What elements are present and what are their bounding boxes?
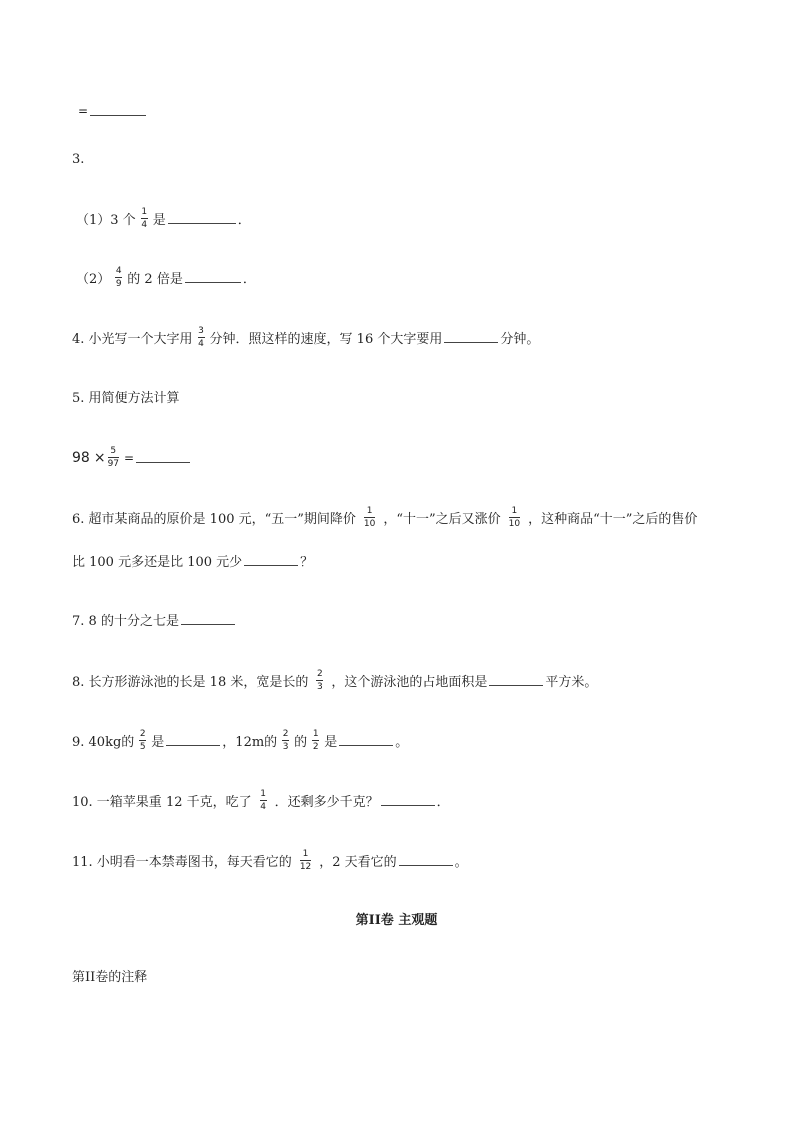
question-10: 10. 一箱苹果重 12 千克，吃了 $\frac{1}{4}$ ．还剩多少千克？ ． xyxy=(72,789,450,812)
fraction: $\frac{1}{10}$ xyxy=(508,506,521,529)
answer-blank[interactable] xyxy=(181,623,235,625)
section-title: 第II卷 主观题 xyxy=(355,913,438,928)
equals-sign: = xyxy=(78,104,89,118)
question-7: 7. 8 的十分之七是 xyxy=(72,610,237,629)
section-note: 第II卷的注释 xyxy=(72,970,148,985)
question-6-line-2: 比 100 元多还是比 100 元少 ？ xyxy=(72,555,314,570)
prev-answer-line xyxy=(78,104,148,118)
answer-blank[interactable] xyxy=(399,864,453,866)
answer-blank[interactable] xyxy=(90,114,146,116)
fraction: $\frac{1}{12}$ xyxy=(299,849,312,872)
question-11: 11. 小明看一本禁毒图书，每天看它的 $\frac{1}{12}$ ，2 天看它的 。 xyxy=(72,849,468,872)
fraction: $\frac{2}{3}$ xyxy=(282,729,289,752)
question-9: 9. 40kg的 $\frac{2}{5}$ 是 ，12m的 $\frac{2}{3}$ 的 $\frac{1}{2}$ 是 。 xyxy=(72,729,409,752)
answer-blank[interactable] xyxy=(168,222,236,224)
question-3-part-2: （2） $\frac{4}{9}$ 的 2 倍是 ． xyxy=(76,266,256,289)
question-8: 8. 长方形游泳池的长是 18 米，宽是长的 $\frac{2}{3}$ ，这个游泳池的占地面积是 平方米。 xyxy=(72,669,598,692)
fraction: $\frac{4}{9}$ xyxy=(115,266,122,289)
fraction: $\frac{1}{4}$ xyxy=(260,789,266,812)
answer-blank[interactable] xyxy=(489,684,543,686)
operand: 98 xyxy=(72,449,90,466)
question-4: 4. 小光写一个大字用 $\frac{3}{4}$ 分钟．照这样的速度，写 16 个大字要用 分钟。 xyxy=(72,326,540,349)
equals-sign: = xyxy=(124,450,135,465)
answer-blank[interactable] xyxy=(339,744,393,746)
answer-blank[interactable] xyxy=(185,281,241,283)
answer-blank[interactable] xyxy=(244,564,298,566)
fraction: $\frac{2}{5}$ xyxy=(139,729,146,752)
answer-blank[interactable] xyxy=(166,744,220,746)
question-5-expression xyxy=(72,446,192,469)
fraction: $\frac{2}{3}$ xyxy=(316,669,323,692)
question-3-part-1: （1）3 个 $\frac{1}{4}$ 是 ． xyxy=(76,207,251,230)
question-5: 5. 用简便方法计算 xyxy=(72,391,180,406)
fraction: $\frac{1}{10}$ xyxy=(363,506,376,529)
fraction: $\frac{1}{4}$ xyxy=(141,207,148,230)
answer-blank[interactable] xyxy=(381,804,435,806)
times-sign: × xyxy=(93,449,106,466)
part-label: （2） xyxy=(76,272,111,287)
answer-blank[interactable] xyxy=(444,341,498,343)
fraction: $\frac{1}{2}$ xyxy=(312,729,319,752)
part-label: （1）3 个 xyxy=(76,213,136,228)
fraction: $\frac{3}{4}$ xyxy=(198,326,204,349)
question-6-line-1: 6. 超市某商品的原价是 100 元，“五一”期间降价 $\frac{1}{10}$ ，“十一”之后又涨价 $\frac{1}{10}$ ，这种商品“十一”之后的售价 xyxy=(72,506,698,529)
fraction: $\frac{5}{97}$ xyxy=(107,446,120,469)
answer-blank[interactable] xyxy=(136,461,190,463)
question-3-number: 3. xyxy=(72,152,85,167)
